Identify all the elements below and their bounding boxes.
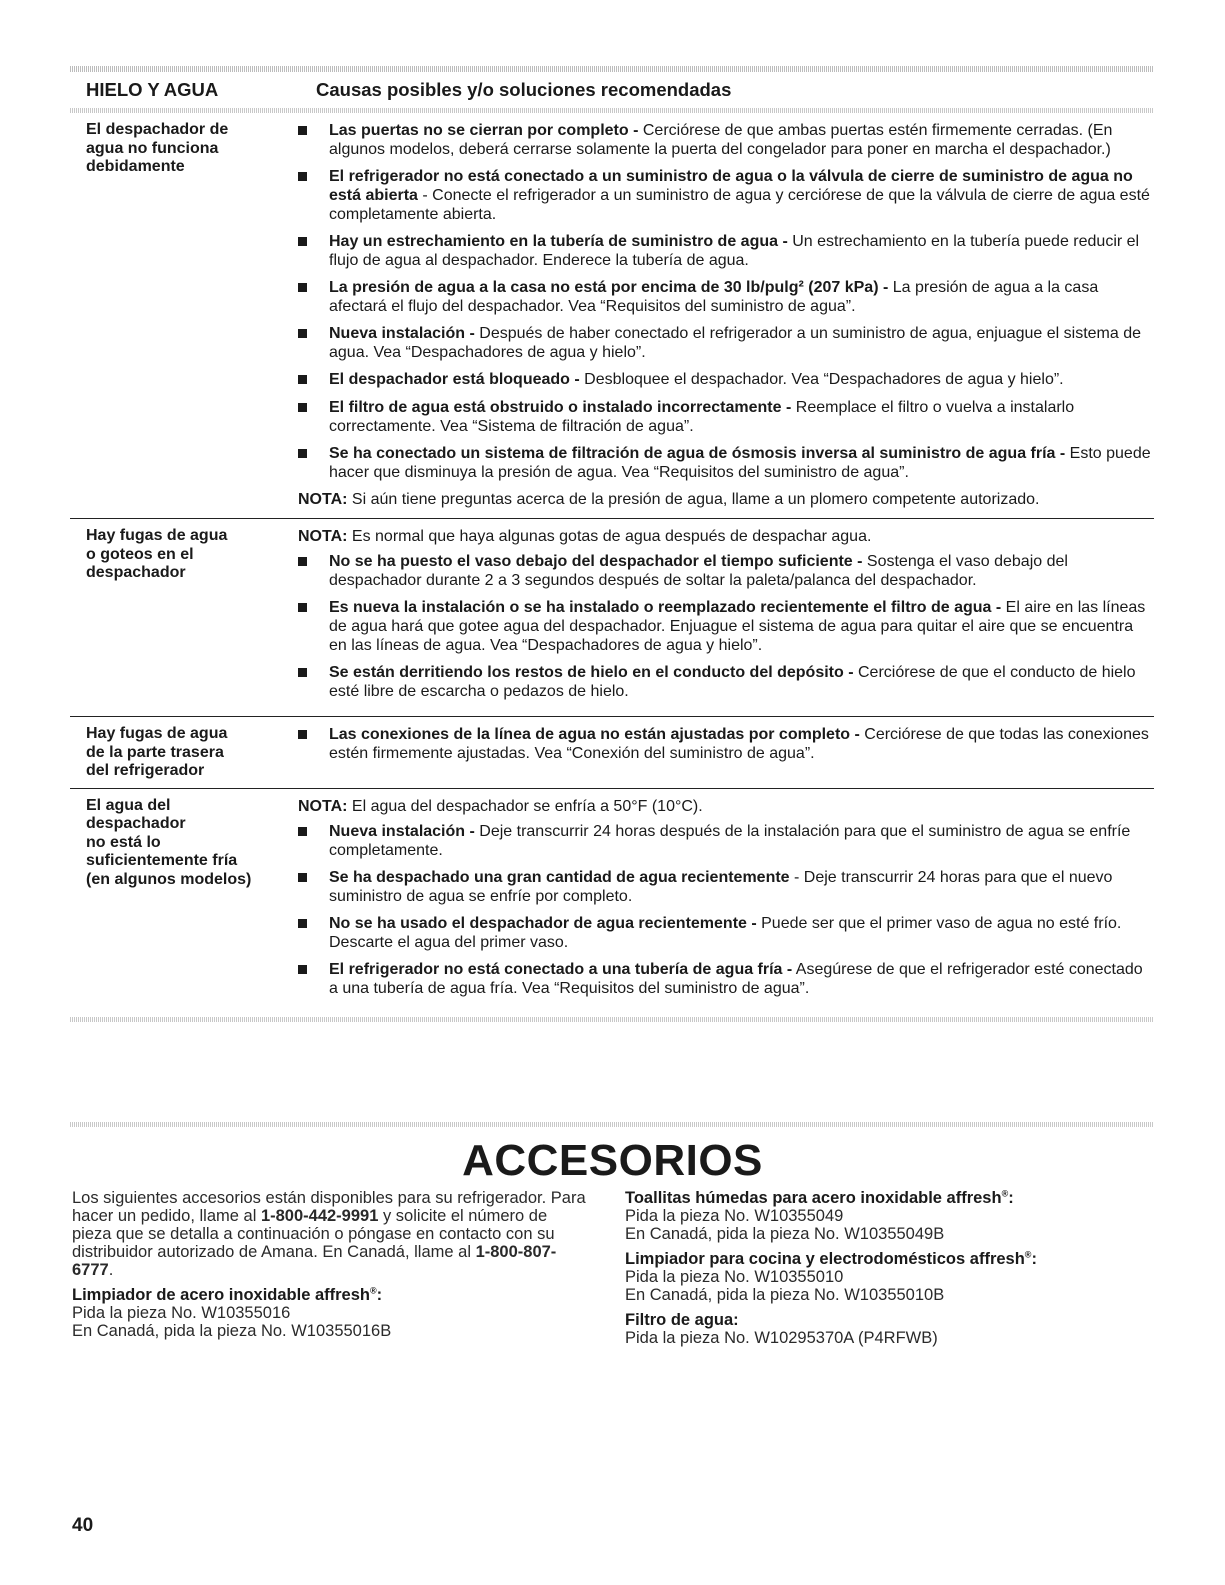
note-text: Si aún tiene preguntas acerca de la presión de agua, llame a un plomero competente autorizado. bbox=[347, 491, 1040, 508]
product-name-text: Toallitas húmedas para acero inoxidable affresh bbox=[625, 1189, 1002, 1207]
remedy: - Conecte el refrigerador a un suministro de agua y cerciórese de que la válvula de cierre de agua esté completamente abierta. bbox=[329, 187, 1150, 223]
registered-mark: ® bbox=[1001, 1188, 1009, 1199]
note-label: NOTA: bbox=[298, 491, 348, 508]
part-number-line: Pida la pieza No. W10355010 bbox=[625, 1268, 844, 1286]
remedy: Desbloquee el despachador. Vea “Despachadores de agua y hielo”. bbox=[579, 371, 1064, 388]
remedy: Después de haber conectado el refrigerador a un suministro de agua, enjuague el sistema de agua. Vea “Despachadores de agua y hielo”. bbox=[329, 325, 1142, 361]
cause: No se ha usado el despachador de agua recientemente - bbox=[329, 914, 757, 932]
note bbox=[298, 527, 1154, 546]
solution-text bbox=[329, 822, 1154, 860]
note-text: Es normal que haya algunas gotas de agua después de despachar agua. bbox=[347, 528, 872, 545]
table-row bbox=[70, 716, 1154, 788]
issue-cell bbox=[70, 725, 298, 781]
solution-text bbox=[329, 167, 1154, 224]
cause: El refrigerador no está conectado a un suministro de agua o la válvula de cierre de suministro de agua no está abierta bbox=[329, 168, 1133, 204]
solutions-cell bbox=[298, 725, 1154, 781]
bullet-icon bbox=[298, 232, 329, 270]
bullet-icon bbox=[298, 278, 329, 316]
bullet-icon bbox=[298, 552, 329, 590]
product-block bbox=[625, 1189, 1145, 1243]
issue-line: suficientemente fría bbox=[86, 852, 238, 869]
solution-text bbox=[329, 324, 1154, 362]
remedy: Reemplace el filtro o vuelva a instalarlo correctamente. Vea “Sistema de filtración de agua”. bbox=[329, 399, 1075, 435]
accessories-title: ACCESORIOS bbox=[462, 1136, 763, 1185]
solution-item bbox=[298, 324, 1154, 362]
solution-text bbox=[329, 121, 1154, 159]
cause: Las conexiones de la línea de agua no están ajustadas por completo - bbox=[329, 726, 860, 743]
accessories-right-column bbox=[625, 1189, 1145, 1354]
issue-cell bbox=[70, 797, 298, 1006]
cause: Nueva instalación - bbox=[329, 325, 475, 342]
solution-item bbox=[298, 725, 1154, 763]
product-name bbox=[625, 1250, 1145, 1268]
solution-text bbox=[329, 232, 1154, 270]
cause: El refrigerador no está conectado a una tubería de agua fría - bbox=[329, 960, 793, 978]
table-row bbox=[70, 788, 1154, 1013]
issue-cell bbox=[70, 527, 298, 709]
remedy: Puede ser que el primer vaso de agua no esté frío. Descarte el agua del primer vaso. bbox=[329, 914, 1122, 951]
colon: : bbox=[1008, 1189, 1014, 1207]
cause: Se ha despachado una gran cantidad de agua recientemente bbox=[329, 868, 790, 886]
bullet-icon bbox=[298, 398, 329, 436]
product-block bbox=[625, 1250, 1145, 1304]
remedy: El aire en las líneas de agua hará que gotee agua del despachador. Enjuague el sistema de agua para quitar el aire que se encuentra en las líneas de agua. Vea “Despachadores de agua y hielo”. bbox=[329, 599, 1146, 654]
solution-text bbox=[329, 398, 1154, 436]
solution-item bbox=[298, 822, 1154, 860]
issue-line: Hay fugas de agua bbox=[86, 725, 228, 742]
bullet-icon bbox=[298, 960, 329, 998]
note-text: El agua del despachador se enfría a 50°F (10°C). bbox=[347, 797, 703, 815]
issue-line: El despachador de bbox=[86, 121, 229, 138]
solution-item bbox=[298, 960, 1154, 998]
note-label: NOTA: bbox=[298, 797, 348, 815]
product-name-text: Limpiador de acero inoxidable affresh bbox=[72, 1286, 370, 1304]
bottom-rule bbox=[70, 1017, 1154, 1022]
accessories-left-column bbox=[72, 1189, 587, 1347]
solution-text bbox=[329, 914, 1154, 952]
product-name bbox=[625, 1189, 1145, 1207]
solution-text bbox=[329, 552, 1154, 590]
solutions-cell bbox=[298, 527, 1154, 709]
product-block bbox=[625, 1311, 1145, 1347]
remedy: Cerciórese de que el conducto de hielo esté libre de escarcha o pedazos de hielo. bbox=[329, 664, 1136, 700]
issue-line: de la parte trasera bbox=[86, 743, 224, 761]
cause: La presión de agua a la casa no está por encima de 30 lb/pulg² (207 kPa) - bbox=[329, 279, 889, 296]
table-row bbox=[70, 518, 1154, 716]
bullet-icon bbox=[298, 914, 329, 952]
solution-item bbox=[298, 167, 1154, 224]
note bbox=[298, 797, 1154, 816]
part-number-line: En Canadá, pida la pieza No. W10355016B bbox=[72, 1322, 392, 1340]
table-body bbox=[70, 113, 1154, 1013]
registered-mark: ® bbox=[370, 1285, 377, 1296]
product-name bbox=[625, 1311, 1145, 1329]
intro-text: . bbox=[108, 1261, 114, 1279]
product-name bbox=[72, 1286, 587, 1304]
colon: : bbox=[376, 1286, 383, 1304]
accessories-intro bbox=[72, 1189, 587, 1279]
issue-line: agua no funciona bbox=[86, 139, 219, 157]
issue-line: despachador bbox=[86, 815, 186, 832]
remedy: Cerciórese de que ambas puertas estén firmemente cerradas. (En algunos modelos, deberá cerrarse solamente la puerta del congelador para poner en marcha el despachador.) bbox=[329, 122, 1113, 158]
solution-item bbox=[298, 370, 1154, 390]
solution-item bbox=[298, 868, 1154, 906]
issue-line: del refrigerador bbox=[86, 762, 205, 779]
solution-item bbox=[298, 444, 1154, 482]
issue-cell bbox=[70, 121, 298, 511]
solution-item bbox=[298, 278, 1154, 316]
solution-item bbox=[298, 232, 1154, 270]
solutions-cell bbox=[298, 797, 1154, 1006]
bullet-icon bbox=[298, 444, 329, 482]
header-issue: HIELO Y AGUA bbox=[86, 79, 219, 100]
remedy: Sostenga el vaso debajo del despachador durante 2 a 3 segundos después de soltar la paleta/palanca del despachador. bbox=[329, 553, 1068, 589]
remedy: La presión de agua a la casa afectará el flujo del despachador. Vea “Requisitos del suministro de agua”. bbox=[329, 279, 1099, 315]
accessories-rule bbox=[70, 1122, 1154, 1127]
solution-text bbox=[329, 868, 1154, 906]
solution-item bbox=[298, 398, 1154, 436]
cause: El despachador está bloqueado - bbox=[329, 371, 580, 388]
bullet-icon bbox=[298, 167, 329, 224]
issue-line: Hay fugas de agua bbox=[86, 527, 228, 544]
table-row bbox=[70, 113, 1154, 518]
product-name-text: Limpiador para cocina y electrodomésticos affresh bbox=[625, 1250, 1025, 1268]
part-number-line: Pida la pieza No. W10355016 bbox=[72, 1304, 291, 1322]
cause: Las puertas no se cierran por completo - bbox=[329, 122, 639, 139]
table-header bbox=[70, 72, 1154, 108]
cause: Hay un estrechamiento en la tubería de suministro de agua - bbox=[329, 233, 788, 250]
remedy: - Deje transcurrir 24 horas para que el nuevo suministro de agua se enfríe por completo. bbox=[329, 868, 1113, 905]
bullet-icon bbox=[298, 598, 329, 655]
remedy: Cerciórese de que todas las conexiones estén firmemente ajustadas. Vea “Conexión del suministro de agua”. bbox=[329, 726, 1149, 762]
solution-item bbox=[298, 598, 1154, 655]
part-number-line: En Canadá, pida la pieza No. W10355010B bbox=[625, 1286, 945, 1304]
cause: Es nueva la instalación o se ha instalado o reemplazado recientemente el filtro de agua - bbox=[329, 599, 1002, 616]
issue-line: debidamente bbox=[86, 158, 185, 175]
solutions-cell bbox=[298, 121, 1154, 511]
product-block bbox=[72, 1286, 587, 1340]
solution-item bbox=[298, 914, 1154, 952]
solution-item bbox=[298, 663, 1154, 701]
solution-text bbox=[329, 370, 1154, 390]
issue-line: despachador bbox=[86, 564, 186, 581]
solution-text bbox=[329, 663, 1154, 701]
troubleshooting-table bbox=[70, 66, 1154, 1022]
solution-text bbox=[329, 725, 1154, 763]
cause: Nueva instalación - bbox=[329, 822, 475, 840]
note bbox=[298, 490, 1154, 509]
cause: El filtro de agua está obstruido o instalado incorrectamente - bbox=[329, 399, 792, 416]
issue-line: (en algunos modelos) bbox=[86, 870, 252, 888]
cause: Se están derritiendo los restos de hielo en el conducto del depósito - bbox=[329, 664, 854, 681]
intro-text: y solicite el número de pieza que se detalla a continuación o póngase en contacto con su distribuidor autorizado de Amana. En Canadá, llame al bbox=[72, 1207, 555, 1261]
registered-mark: ® bbox=[1024, 1249, 1032, 1260]
bullet-icon bbox=[298, 868, 329, 906]
remedy: Deje transcurrir 24 horas después de la instalación para que el suministro de agua se enfríe completamente. bbox=[329, 822, 1131, 859]
colon: : bbox=[1031, 1250, 1037, 1268]
header-solutions: Causas posibles y/o soluciones recomendadas bbox=[316, 79, 732, 100]
remedy: Asegúrese de que el refrigerador esté conectado a una tubería de agua fría. Vea “Requisitos del suministro de agua”. bbox=[329, 960, 1143, 997]
bullet-icon bbox=[298, 121, 329, 159]
left-products bbox=[72, 1286, 587, 1340]
issue-line: no está lo bbox=[86, 833, 161, 851]
bullet-icon bbox=[298, 663, 329, 701]
note-label: NOTA: bbox=[298, 528, 348, 545]
solution-text bbox=[329, 444, 1154, 482]
bullet-icon bbox=[298, 370, 329, 390]
right-products bbox=[625, 1189, 1145, 1347]
cause: No se ha puesto el vaso debajo del despachador el tiempo suficiente - bbox=[329, 553, 863, 570]
solution-item bbox=[298, 121, 1154, 159]
cause: Se ha conectado un sistema de filtración de agua de ósmosis inversa al suministro de agua fría - bbox=[329, 445, 1066, 462]
part-number-line: Pida la pieza No. W10295370A (P4RFWB) bbox=[625, 1329, 938, 1347]
bullet-icon bbox=[298, 725, 329, 763]
page-number: 40 bbox=[72, 1515, 94, 1536]
solution-text bbox=[329, 278, 1154, 316]
issue-line: o goteos en el bbox=[86, 545, 194, 563]
phone-number-canada: 1-800-807-6777 bbox=[72, 1243, 557, 1279]
solution-item bbox=[298, 552, 1154, 590]
remedy: Esto puede hacer que disminuya la presión de agua. Vea “Requisitos del suministro de agua”. bbox=[329, 445, 1151, 481]
intro-text: Los siguientes accesorios están disponibles para su refrigerador. Para hacer un pedido, llame al bbox=[72, 1189, 586, 1225]
part-number-line: En Canadá, pida la pieza No. W10355049B bbox=[625, 1225, 945, 1243]
bullet-icon bbox=[298, 324, 329, 362]
solution-text bbox=[329, 960, 1154, 998]
bullet-icon bbox=[298, 822, 329, 860]
remedy: Un estrechamiento en la tubería puede reducir el flujo de agua al despachador. Enderece la tubería de agua. bbox=[329, 233, 1140, 269]
issue-line: El agua del bbox=[86, 796, 171, 814]
product-name-text: Filtro de agua: bbox=[625, 1311, 739, 1329]
part-number-line: Pida la pieza No. W10355049 bbox=[625, 1207, 844, 1225]
phone-number-us: 1-800-442-9991 bbox=[260, 1207, 379, 1225]
solution-text bbox=[329, 598, 1154, 655]
